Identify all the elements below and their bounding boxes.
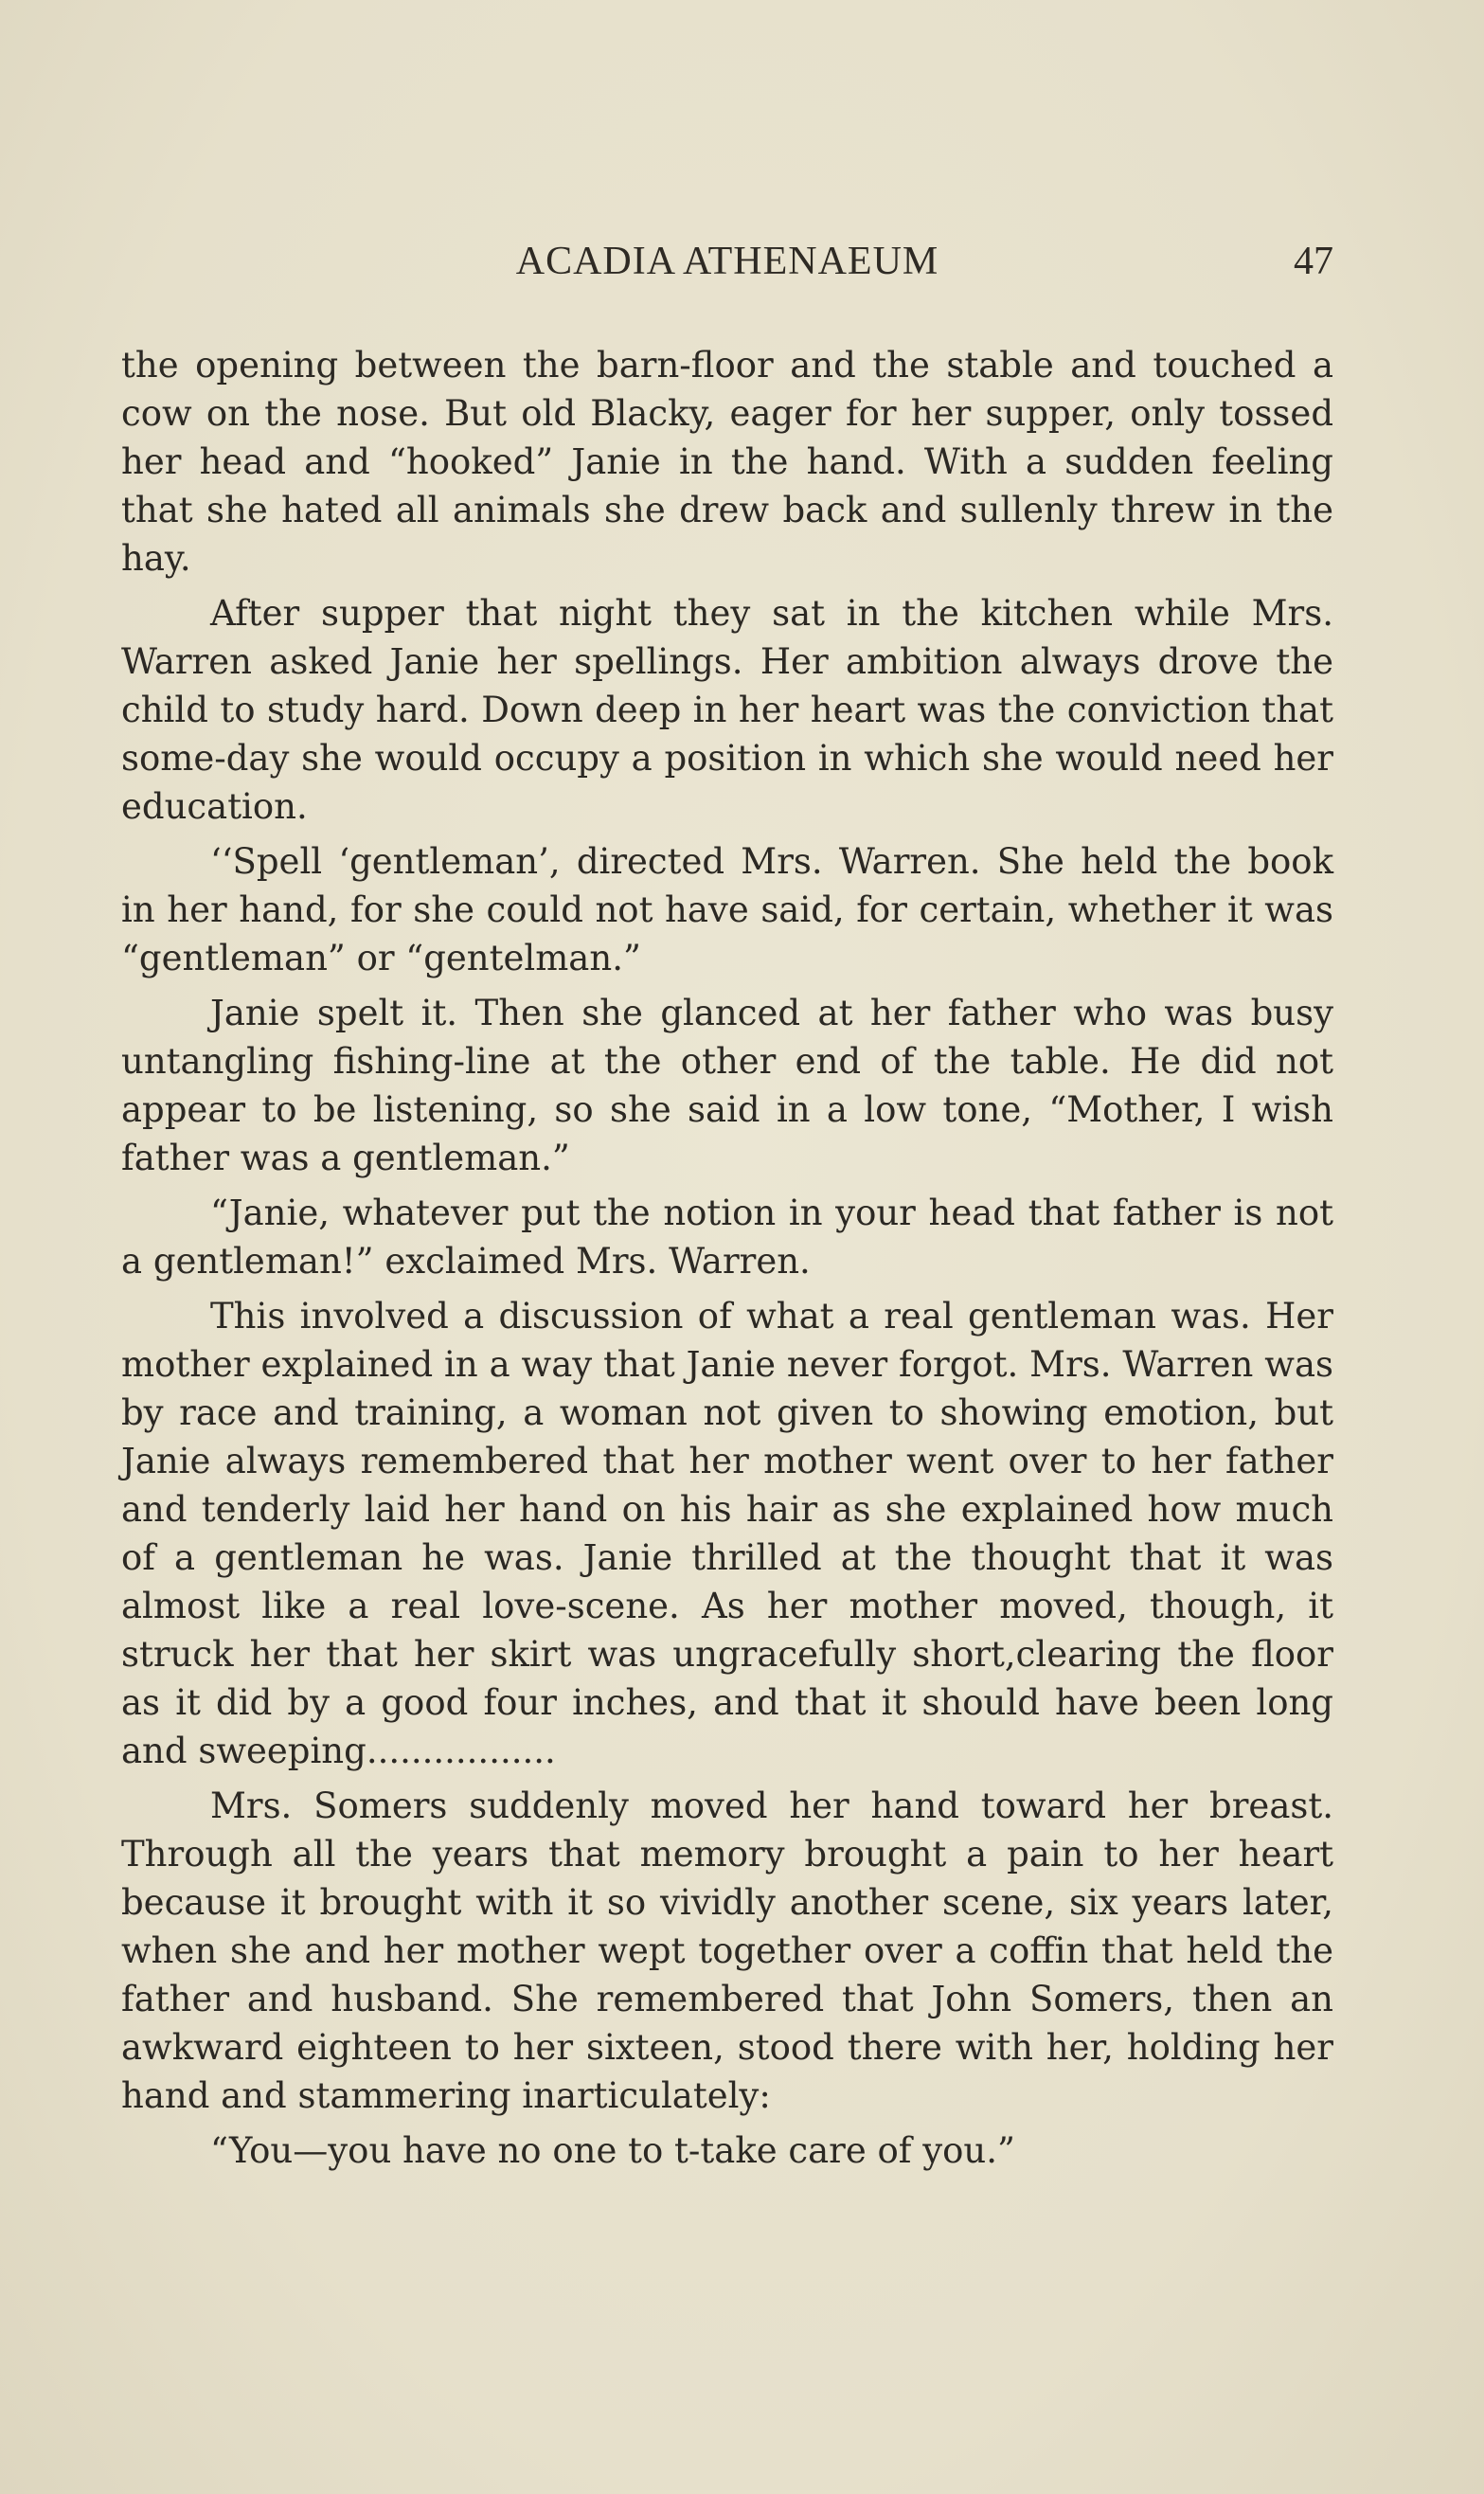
paragraph: the opening between the barn-floor and the stable and touched a cow on the nose. But old Blacky, eager for her supper, only tossed her head and “hooked” Janie in the hand. With a sudden feeling that she hated all animals she drew back and sullenly threw in the hay. (121, 345, 1333, 579)
running-header (121, 239, 1333, 296)
paragraph: Janie spelt it. Then she glanced at her father who was busy untangling fishing-line at the other end of the table. He did not appear to be listening, so she said in a low tone, “Mother, I wish father was a gentleman.” (121, 993, 1333, 1178)
page-number: 47 (1294, 240, 1333, 283)
paragraph: After supper that night they sat in the kitchen while Mrs. Warren asked Janie her spellings. Her ambition always drove the child to study hard. Down deep in her heart was the conviction that some-day she would occupy a position in which she would need her education. (121, 593, 1333, 827)
paragraph: “You—you have no one to t-take care of you.” (210, 2130, 1015, 2171)
paragraph: ‘‘Spell ‘gentleman’, directed Mrs. Warren. She held the book in her hand, for she could not have said, for certain, whether it was “gentleman” or “gentelman.” (121, 841, 1333, 978)
paragraph: “Janie, whatever put the notion in your head that father is not a gentleman!” exclaimed Mrs. Warren. (121, 1193, 1333, 1282)
body-text (121, 341, 1333, 2181)
paragraph: This involved a discussion of what a real gentleman was. Her mother explained in a way that Janie never forgot. Mrs. Warren was by race and training, a woman not given to showing emotion, but Janie always remembered that her mother went over to her father and tenderly laid her hand on his hair as she explained how much of a gentleman he was. Janie thrilled at the thought that it was almost like a real love-scene. As her mother moved, though, it struck her that her skirt was ungracefully short,clearing the floor as it did by a good four inches, and that it should have been long and sweeping................. (121, 1296, 1333, 1771)
journal-title: ACADIA ATHENAEUM (515, 240, 939, 283)
paragraph: Mrs. Somers suddenly moved her hand toward her breast. Through all the years that memory brought a pain to her heart because it brought with it so vividly another scene, six years later, when she and her mother wept together over a coffin that held the father and husband. She remembered that John Somers, then an awkward eighteen to her sixteen, stood there with her, holding her hand and stammering inarticulately: (121, 1785, 1333, 2116)
